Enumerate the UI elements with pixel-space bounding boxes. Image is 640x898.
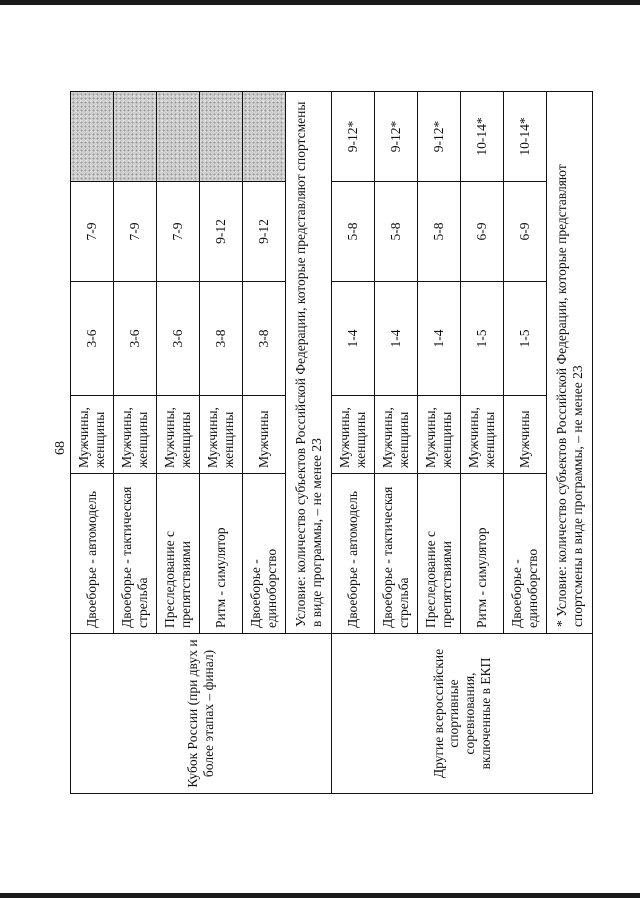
gender-cell: Мужчины, женщины <box>157 396 200 474</box>
scan-bottom-edge <box>0 893 640 898</box>
range-cell: 7-9 <box>157 182 200 282</box>
age-cell: 3-6 <box>114 282 157 396</box>
places-cell <box>114 92 157 182</box>
discipline-cell: Двоеборье - автомодель <box>332 474 375 634</box>
range-cell: 7-9 <box>71 182 114 282</box>
range-cell: 9-12 <box>200 182 243 282</box>
places-cell: 9-12* <box>418 92 461 182</box>
range-cell: 5-8 <box>332 182 375 282</box>
range-cell: 9-12 <box>243 182 286 282</box>
places-cell: 10-14* <box>504 92 547 182</box>
gender-cell: Мужчины <box>243 396 286 474</box>
condition-note: Условие: количество субъектов Российской Федерации, которые представляют спортсмены в виде программы, – не менее 23 <box>286 92 332 634</box>
age-cell: 1-5 <box>461 282 504 396</box>
range-cell: 6-9 <box>461 182 504 282</box>
scan-top-edge <box>0 0 640 5</box>
places-cell: 9-12* <box>332 92 375 182</box>
places-cell <box>200 92 243 182</box>
age-cell: 1-4 <box>418 282 461 396</box>
discipline-cell: Двоеборье - автомодель <box>71 474 114 634</box>
rotated-table-body <box>70 92 585 794</box>
discipline-cell: Преследование с препятствиями <box>157 474 200 634</box>
places-cell <box>243 92 286 182</box>
table-row <box>71 92 114 794</box>
results-table <box>70 91 593 794</box>
competition-cell: Другие всероссийские спортивные соревнования, включенные в ЕКП <box>332 634 593 794</box>
competition-cell: Кубок России (при двух и более этапах – финал) <box>71 634 332 794</box>
rotated-table-frame <box>70 92 640 788</box>
discipline-cell: Двоеборье - единоборство <box>504 474 547 634</box>
places-cell <box>71 92 114 182</box>
gender-cell: Мужчины, женщины <box>114 396 157 474</box>
range-cell: 5-8 <box>418 182 461 282</box>
discipline-cell: Ритм - симулятор <box>200 474 243 634</box>
discipline-cell: Двоеборье - единоборство <box>243 474 286 634</box>
gender-cell: Мужчины, женщины <box>332 396 375 474</box>
places-cell: 10-14* <box>461 92 504 182</box>
gender-cell: Мужчины <box>504 396 547 474</box>
age-cell: 3-8 <box>243 282 286 396</box>
discipline-cell: Двоеборье - тактическая стрельба <box>114 474 157 634</box>
age-cell: 3-8 <box>200 282 243 396</box>
age-cell: 1-4 <box>375 282 418 396</box>
gender-cell: Мужчины, женщины <box>375 396 418 474</box>
discipline-cell: Двоеборье - тактическая стрельба <box>375 474 418 634</box>
condition-note: * Условие: количество субъектов Российской Федерации, которые представляют спортсмены в виде программы, – не менее 23 <box>547 92 593 634</box>
gender-cell: Мужчины, женщины <box>461 396 504 474</box>
places-cell: 9-12* <box>375 92 418 182</box>
page-number: 68 <box>53 441 68 455</box>
range-cell: 5-8 <box>375 182 418 282</box>
discipline-cell: Преследование с препятствиями <box>418 474 461 634</box>
age-cell: 3-6 <box>157 282 200 396</box>
age-cell: 3-6 <box>71 282 114 396</box>
places-cell <box>157 92 200 182</box>
gender-cell: Мужчины, женщины <box>200 396 243 474</box>
table-body <box>71 92 593 794</box>
range-cell: 6-9 <box>504 182 547 282</box>
range-cell: 7-9 <box>114 182 157 282</box>
age-cell: 1-5 <box>504 282 547 396</box>
gender-cell: Мужчины, женщины <box>418 396 461 474</box>
discipline-cell: Ритм - симулятор <box>461 474 504 634</box>
gender-cell: Мужчины, женщины <box>71 396 114 474</box>
age-cell: 1-4 <box>332 282 375 396</box>
table-row <box>332 92 375 794</box>
